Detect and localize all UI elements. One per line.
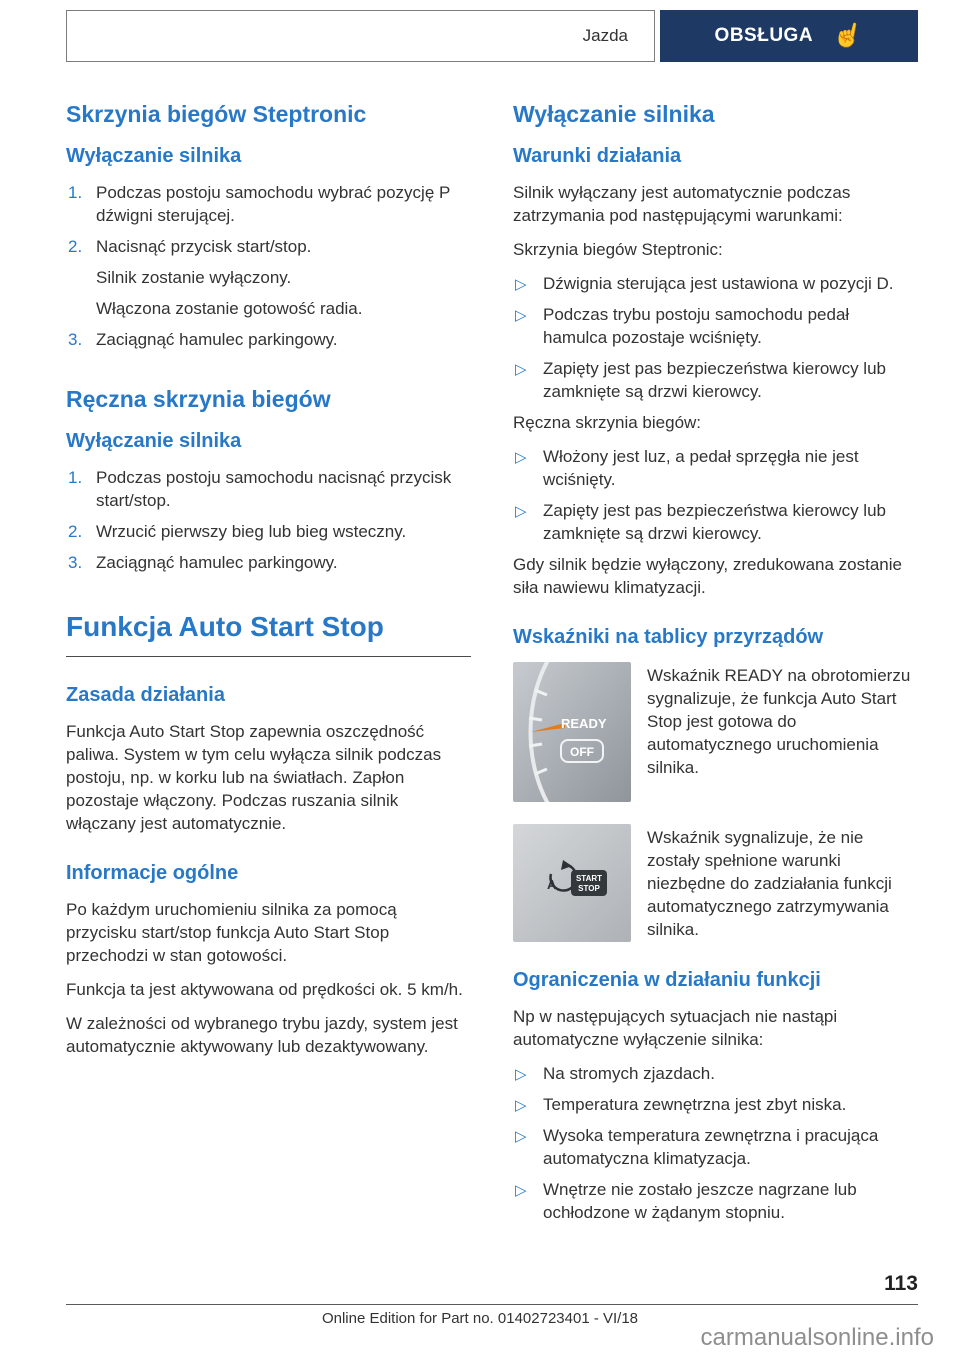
paragraph-conditions-intro: Silnik wyłączany jest automatycznie podczas zatrzymania pod następującymi warunkami:: [513, 183, 851, 225]
chapter-tab-label: OBSŁUGA: [714, 25, 814, 46]
paragraph-manual-label: Ręczna skrzynia biegów:: [513, 413, 702, 432]
bullet-item: [513, 357, 918, 403]
heading-limitations: Ograniczenia w działaniu funkcji: [513, 969, 821, 991]
bullet-text: Temperatura zewnętrzna jest zbyt niska.: [543, 1095, 847, 1114]
bullet-triangle-icon: ▷: [515, 449, 527, 466]
paragraph-general: W zależności od wybranego trybu jazdy, system jest automatycznie aktywowany lub dezaktywowany.: [66, 1014, 458, 1056]
paragraph-principle: Funkcja Auto Start Stop zapewnia oszczędność paliwa. System w tym celu wyłącza silnik podczas postoju, np. w korku lub na światłach. Zapłon pozostaje włączony. Podczas ruszania silnik włączany jest automatycznie.: [66, 722, 442, 833]
step-number: 2.: [68, 522, 83, 541]
bullet-triangle-icon: ▷: [515, 1128, 527, 1145]
bullet-text: Zapięty jest pas bezpieczeństwa kierowcy lub zamknięte są drzwi kierowcy.: [543, 359, 886, 401]
figure-caption: Wskaźnik sygnalizuje, że nie zostały spełnione warunki niezbędne do zadziałania funkcji automatycznego zatrzymywania silnika.: [647, 828, 892, 939]
bullet-item: [513, 1093, 918, 1116]
off-label: OFF: [570, 745, 594, 759]
heading-engine-off-steptronic: Wyłączanie silnika: [66, 145, 242, 167]
step-number: 2.: [68, 237, 83, 256]
step-number: 1.: [68, 183, 83, 202]
heading-operating-conditions: Warunki działania: [513, 145, 682, 167]
footer-divider: [66, 1304, 918, 1305]
paragraph-steptronic-label: Skrzynia biegów Steptronic:: [513, 240, 723, 259]
tachometer-ready-image: [513, 662, 631, 802]
bullet-item: [513, 499, 918, 545]
step-item: [66, 328, 471, 351]
watermark: carmanualsonline.info: [700, 1324, 934, 1351]
bullet-item: [513, 445, 918, 491]
pointing-hand-icon: ☝: [830, 19, 867, 52]
ready-indicator-figure: [513, 662, 918, 802]
step-text: Nacisnąć przycisk start/stop.: [96, 237, 312, 256]
step-text: Wrzucić pierwszy bieg lub bieg wsteczny.: [96, 522, 407, 541]
step-text: Podczas postoju samochodu wybrać pozycję P dźwigni sterującej.: [96, 183, 451, 225]
start-stop-indicator-image: [513, 824, 631, 942]
step-item: [66, 551, 471, 574]
breadcrumb: [66, 10, 655, 62]
heading-engine-switch-off: Wyłączanie silnika: [513, 101, 715, 127]
bullet-item: [513, 272, 918, 295]
icon-letter-a: A: [547, 877, 557, 892]
heading-principle: Zasada działania: [66, 684, 225, 706]
bullet-item: [513, 1062, 918, 1085]
content: [66, 100, 918, 1232]
step-number: 3.: [68, 330, 83, 349]
heading-engine-off-manual: Wyłączanie silnika: [66, 430, 242, 452]
bullet-triangle-icon: ▷: [515, 1066, 527, 1083]
bullet-triangle-icon: ▷: [515, 361, 527, 378]
left-column: [66, 100, 471, 1232]
step-number: 3.: [68, 553, 83, 572]
bullet-triangle-icon: ▷: [515, 1182, 527, 1199]
page-number: 113: [884, 1272, 918, 1295]
bullet-triangle-icon: ▷: [515, 307, 527, 324]
chapter-tab: [660, 10, 918, 62]
bullet-text: Wysoka temperatura zewnętrzna i pracująca automatyczna klimatyzacja.: [543, 1126, 879, 1168]
step-number: 1.: [68, 468, 83, 487]
ready-label: READY: [561, 716, 607, 731]
heading-auto-start-stop: Funkcja Auto Start Stop: [66, 610, 471, 657]
icon-start-text: START: [575, 874, 603, 883]
step-result-text: Silnik zostanie wyłączony.: [96, 268, 292, 287]
page-header: [66, 10, 918, 62]
step-item: [66, 520, 471, 543]
right-column: [513, 100, 918, 1232]
bullet-text: Na stromych zjazdach.: [543, 1064, 715, 1083]
step-item: [66, 466, 471, 512]
paragraph-climate-note: Gdy silnik będzie wyłączony, zredukowana zostanie siła nawiewu klimatyzacji.: [513, 555, 902, 597]
paragraph-limitations-intro: Np w następujących sytuacjach nie nastąpi automatyczne wyłączenie silnika:: [513, 1007, 838, 1049]
bullet-triangle-icon: ▷: [515, 1097, 527, 1114]
bullet-text: Dźwignia sterująca jest ustawiona w pozycji D.: [543, 274, 894, 293]
step-item: [66, 181, 471, 227]
paragraph-general: Funkcja ta jest aktywowana od prędkości ok. 5 km/h.: [66, 980, 463, 999]
step-text: Zaciągnąć hamulec parkingowy.: [96, 330, 338, 349]
figure-caption: Wskaźnik READY na obrotomierzu sygnalizuje, że funkcja Auto Start Stop jest gotowa do automatycznego uruchomienia silnika.: [647, 666, 911, 777]
bullet-text: Zapięty jest pas bezpieczeństwa kierowcy lub zamknięte są drzwi kierowcy.: [543, 501, 886, 543]
heading-instrument-indicators: Wskaźniki na tablicy przyrządów: [513, 626, 824, 648]
paragraph-general: Po każdym uruchomieniu silnika za pomocą przycisku start/stop funkcja Auto Start Stop przechodzi w stan gotowości.: [66, 900, 397, 965]
edition-note: Online Edition for Part no. 01402723401 - VI/18: [321, 1310, 639, 1327]
step-item: [66, 235, 471, 320]
bullet-item: [513, 1124, 918, 1170]
bullet-item: [513, 1178, 918, 1224]
start-stop-indicator-figure: [513, 824, 918, 942]
bullet-text: Włożony jest luz, a pedał sprzęgła nie jest wciśnięty.: [543, 447, 859, 489]
bullet-triangle-icon: ▷: [515, 503, 527, 520]
step-text: Podczas postoju samochodu nacisnąć przycisk start/stop.: [96, 468, 452, 510]
breadcrumb-label: Jazda: [582, 26, 628, 45]
step-result-text: Włączona zostanie gotowość radia.: [96, 299, 363, 318]
heading-manual-gearbox: Ręczna skrzynia biegów: [66, 386, 331, 412]
bullet-triangle-icon: ▷: [515, 276, 527, 293]
icon-stop-text: STOP: [578, 884, 600, 893]
bullet-text: Wnętrze nie zostało jeszcze nagrzane lub ochłodzone w żądanym stopniu.: [543, 1180, 857, 1222]
bullet-text: Podczas trybu postoju samochodu pedał hamulca pozostaje wciśnięty.: [543, 305, 850, 347]
step-text: Zaciągnąć hamulec parkingowy.: [96, 553, 338, 572]
bullet-item: [513, 303, 918, 349]
heading-steptronic-gearbox: Skrzynia biegów Steptronic: [66, 101, 367, 127]
heading-general-info: Informacje ogólne: [66, 862, 239, 884]
